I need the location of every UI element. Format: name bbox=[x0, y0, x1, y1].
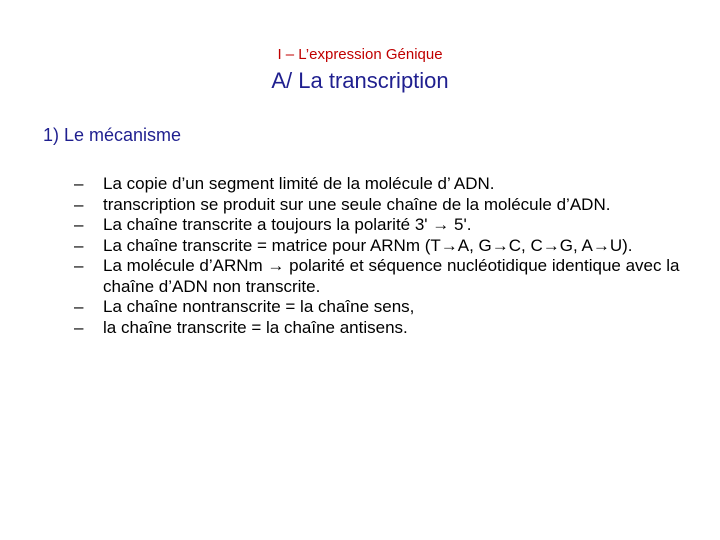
bullet-item bbox=[74, 256, 684, 297]
bullet-dash: – bbox=[74, 235, 84, 255]
section-heading: 1) Le mécanisme bbox=[43, 125, 182, 145]
bullet-dash: – bbox=[74, 297, 84, 316]
bullet-text: transcription se produit sur une seule chaîne de la molécule d’ADN. bbox=[103, 194, 611, 214]
bullet-dash: – bbox=[74, 317, 84, 337]
bullet-item bbox=[74, 174, 684, 195]
bullet-item bbox=[74, 215, 684, 236]
bullet-dash: – bbox=[74, 215, 84, 234]
bullet-dash: – bbox=[74, 174, 84, 193]
bullet-text: La copie d’un segment limité de la molécule d’ ADN. bbox=[103, 174, 495, 193]
bullet-text: La chaîne transcrite a toujours la polarité 3' → 5'. bbox=[103, 215, 472, 234]
slide-title: A/ La transcription bbox=[271, 68, 449, 93]
bullet-item bbox=[74, 297, 684, 318]
bullet-text: la chaîne transcrite = la chaîne antisens. bbox=[103, 317, 408, 337]
bullet-list bbox=[74, 174, 684, 338]
bullet-item bbox=[74, 318, 684, 339]
bullet-item bbox=[74, 195, 684, 216]
bullet-text: La chaîne nontranscrite = la chaîne sens, bbox=[103, 297, 415, 316]
bullet-dash: – bbox=[74, 256, 84, 275]
bullet-dash: – bbox=[74, 194, 84, 214]
bullet-text: La molécule d’ARNm → polarité et séquence nucléotidique identique avec la chaîne d’ADN non transcrite. bbox=[103, 256, 680, 296]
bullet-text: La chaîne transcrite = matrice pour ARNm (T→A, G→C, C→G, A→U). bbox=[103, 235, 633, 255]
slide-kicker: I – L’expression Génique bbox=[277, 46, 443, 63]
bullet-item bbox=[74, 236, 684, 257]
